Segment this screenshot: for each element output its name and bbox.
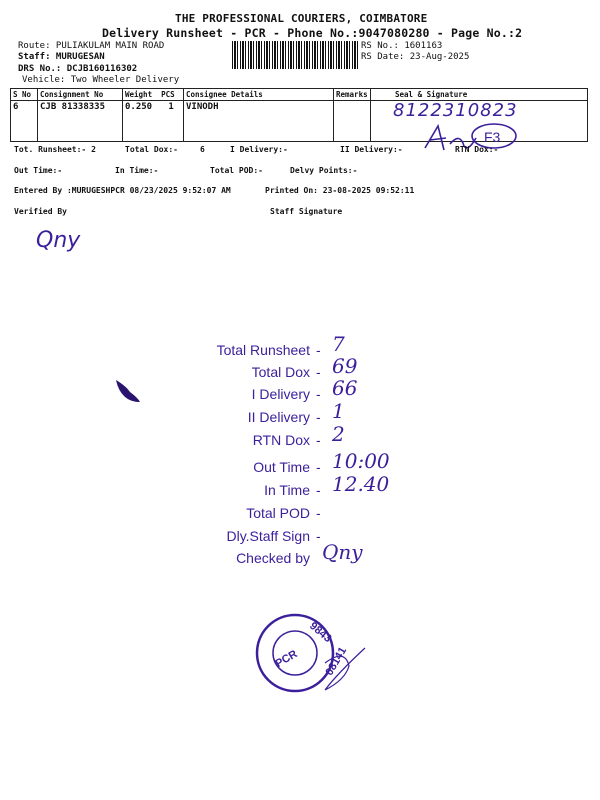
pcr-stamp [255, 608, 375, 708]
summary-label: Total Runsheet [216, 342, 310, 358]
row-weight-pcs [123, 101, 184, 142]
summary-value: 1 [332, 399, 345, 423]
row-pcs: 1 [168, 102, 174, 112]
rs-no: RS No.: 1601163 [361, 41, 443, 51]
row-sno: 6 [11, 101, 38, 142]
tot-runsheet: Tot. Runsheet:- 2 [14, 145, 96, 154]
summary-dash: - [316, 459, 321, 475]
col-pcs: PCS [161, 90, 175, 99]
route-text: Route: PULIAKULAM MAIN ROAD [18, 41, 165, 51]
i-delivery: I Delivery:- [230, 145, 288, 154]
summary-dash: - [316, 386, 321, 402]
summary-dash: - [316, 409, 321, 425]
summary-label: Out Time [253, 459, 310, 475]
delvy-points: Delvy Points:- [290, 166, 358, 175]
total-dox-value: 6 [200, 145, 205, 154]
vehicle-text: Vehicle: Two Wheeler Delivery [22, 75, 180, 85]
entered-by: Entered By :MURUGESHPCR 08/23/2025 9:52:07 AM [14, 186, 231, 195]
ink-blot [112, 376, 144, 406]
in-time: In Time:- [115, 166, 159, 175]
summary-dash: - [316, 342, 321, 358]
staff-text: Staff: MURUGESAN [18, 52, 105, 62]
summary-label: Dly.Staff Sign [226, 528, 310, 544]
summary-dash: - [316, 364, 321, 380]
summary-dash: - [316, 528, 321, 544]
col-sno: S No [11, 89, 38, 101]
barcode [232, 41, 358, 69]
summary-label: II Delivery [247, 409, 310, 425]
summary-label: I Delivery [251, 386, 310, 402]
summary-value: Qny [322, 540, 363, 564]
col-weight: Weight [125, 90, 153, 99]
staff-signature-label: Staff Signature [270, 207, 343, 216]
col-consignment: Consignment No [38, 89, 123, 101]
out-time: Out Time:- [14, 166, 63, 175]
summary-label: In Time [264, 482, 310, 498]
col-consignee: Consignee Details [184, 89, 334, 101]
summary-value: 69 [332, 354, 358, 378]
summary-value: 10:00 [332, 449, 390, 473]
summary-label: Checked by [236, 550, 310, 566]
total-pod: Total POD:- [210, 166, 263, 175]
col-seal-signature: Seal & Signature [371, 89, 588, 101]
runsheet-subtitle: Delivery Runsheet - PCR - Phone No.:9047080280 - Page No.:2 [102, 26, 523, 40]
summary-label: Total Dox [251, 364, 310, 380]
summary-dash: - [316, 432, 321, 448]
svg-text:08141: 08141 [323, 645, 350, 678]
svg-text:PCR: PCR [273, 648, 300, 671]
printed-on: Printed On: 23-08-2025 09:52:11 [265, 186, 415, 195]
row-remarks [334, 101, 371, 142]
row-consignee: VINODH [184, 101, 334, 142]
col-weight-pcs [123, 89, 184, 101]
summary-value: 66 [332, 376, 358, 400]
handwritten-seal-number: 8122310823 [393, 100, 518, 121]
company-title: THE PROFESSIONAL COURIERS, COIMBATORE [175, 12, 428, 25]
summary-value: 7 [332, 332, 345, 356]
rtn-dox: RTN Dox:- [455, 145, 499, 154]
drs-text: DRS No.: DCJB160116302 [18, 64, 138, 74]
ii-delivery: II Delivery:- [340, 145, 403, 154]
total-dox-label: Total Dox:- [125, 145, 178, 154]
row-consignment: CJB 81338335 [38, 101, 123, 142]
verified-by: Verified By [14, 207, 67, 216]
svg-text:F3: F3 [484, 129, 501, 145]
summary-value: 2 [332, 422, 345, 446]
summary-value: 12.40 [332, 472, 390, 496]
rs-date: RS Date: 23-Aug-2025 [361, 52, 470, 62]
row-weight: 0.250 [125, 102, 153, 112]
verified-initials: Qny [36, 228, 81, 253]
svg-text:9843: 9843 [307, 620, 334, 645]
col-remarks: Remarks [334, 89, 371, 101]
summary-dash: - [316, 482, 321, 498]
summary-label: Total POD [246, 505, 310, 521]
summary-dash: - [316, 505, 321, 521]
summary-label: RTN Dox [252, 432, 310, 448]
